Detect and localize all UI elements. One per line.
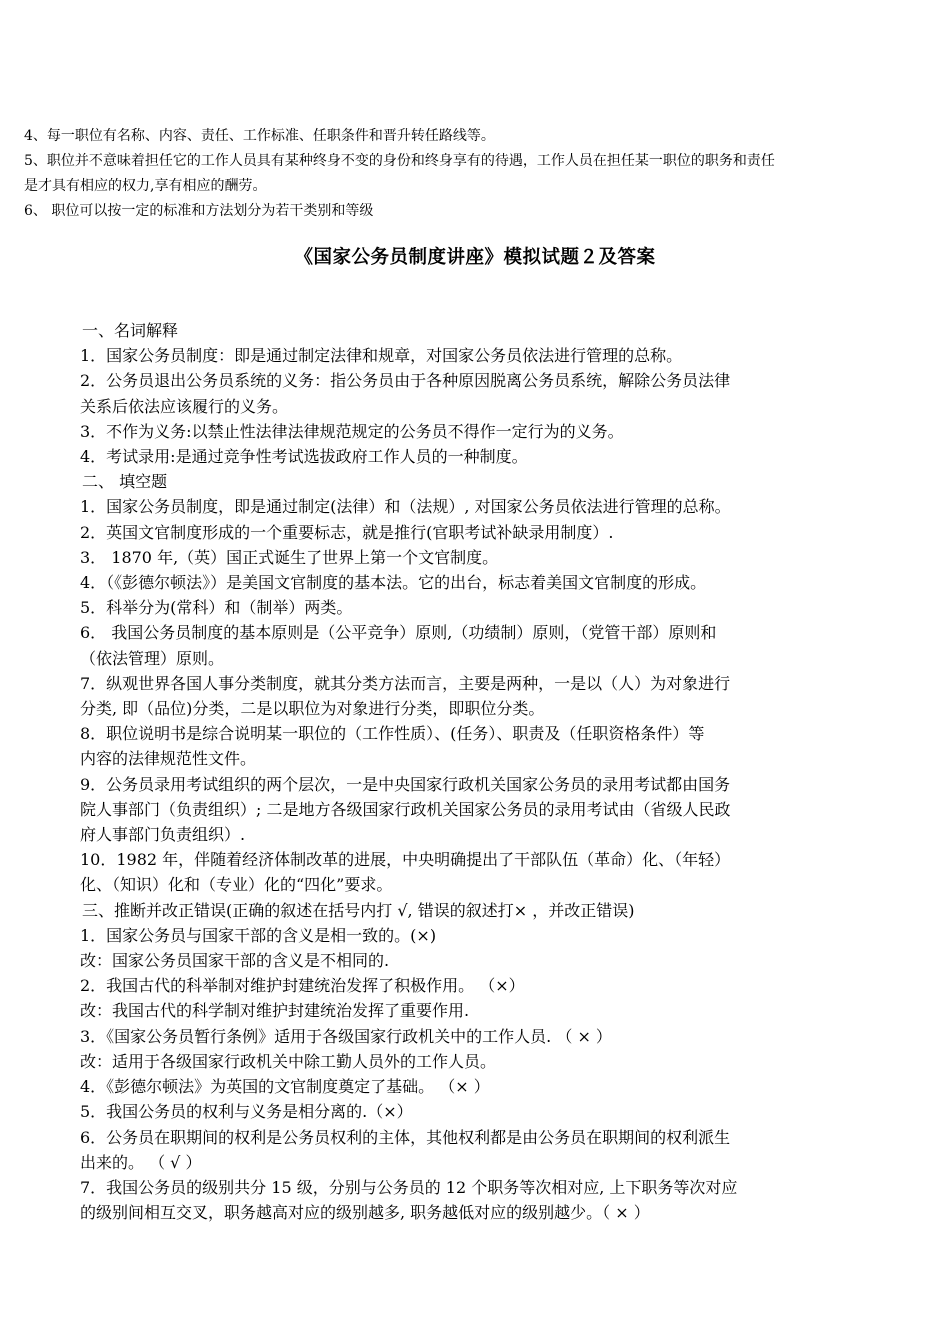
text-line: 2．我国古代的科举制对维护封建统治发挥了积极作用。 （×） [80, 976, 525, 996]
exam-content [80, 318, 870, 1225]
text-line: 6． 我国公务员制度的基本原则是（公平竞争）原则,（功绩制）原则，（党管干部）原则和 [80, 623, 717, 643]
intro-line: 6、 职位可以按一定的标准和方法划分为若干类别和等级 [24, 203, 374, 219]
text-line: 6．公务员在职期间的权利是公务员权利的主体，其他权利都是由公务员在职期间的权利派生 [80, 1127, 731, 1147]
text-line: 出来的。 （ √ ） [80, 1152, 202, 1172]
section-heading: 二、 填空题 [82, 472, 168, 492]
text-line: 改：国家公务员国家干部的含义是不相同的. [80, 951, 390, 971]
text-line: 10．1982 年，伴随着经济体制改革的进展，中央明确提出了干部队伍（革命）化、（年轻） [80, 850, 731, 870]
text-line: 2．公务员退出公务员系统的义务：指公务员由于各种原因脱离公务员系统，解除公务员法律 [80, 371, 731, 391]
text-line: 改：我国古代的科学制对维护封建统治发挥了重要作用. [80, 1001, 470, 1021]
text-line: 4．考试录用:是通过竞争性考试选拔政府工作人员的一种制度。 [80, 447, 528, 467]
intro-line: 是才具有相应的权力,享有相应的酬劳。 [24, 178, 267, 194]
text-line: 院人事部门（负责组织）; 二是地方各级国家行政机关国家公务员的录用考试由（省级人民政 [80, 799, 731, 819]
text-line: 7．我国公务员的级别共分 15 级，分别与公务员的 12 个职务等次相对应, 上下职务等次对应 [80, 1177, 738, 1197]
text-line: 关系后依法应该履行的义务。 [80, 396, 289, 416]
text-line: 5．科举分为(常科）和（制举）两类。 [80, 598, 353, 618]
text-line: 府人事部门负责组织）. [80, 825, 246, 845]
text-line: 3．《国家公务员暂行条例》适用于各级国家行政机关中的工作人员. （ × ） [80, 1026, 612, 1046]
text-line: 3． 1870 年,（英）国正式诞生了世界上第一个文官制度。 [80, 547, 499, 567]
text-line: 1．国家公务员制度：即是通过制定法律和规章，对国家公务员依法进行管理的总称。 [80, 346, 683, 366]
document-title: 《国家公务员制度讲座》模拟试题２及答案 [294, 247, 656, 268]
text-line: 4．《彭德尔顿法》为英国的文官制度奠定了基础。 （× ） [80, 1077, 490, 1097]
intro-line: 5、职位并不意味着担任它的工作人员具有某种终身不变的身份和终身享有的待遇，工作人员在担任某一职位的职务和责任 [24, 153, 775, 169]
text-line: 改：适用于各级国家行政机关中除工勤人员外的工作人员。 [80, 1051, 497, 1071]
text-line: 1．国家公务员与国家干部的含义是相一致的。(×) [80, 925, 437, 945]
section-heading: 三、推断并改正错误(正确的叙述在括号内打 √, 错误的叙述打× ，并改正错误) [82, 900, 635, 920]
text-line: 9．公务员录用考试组织的两个层次，一是中央国家行政机关国家公务员的录用考试都由国务 [80, 774, 731, 794]
text-line: 化、（知识）化和（专业）化的“四化”要求。 [80, 875, 393, 895]
text-line: 的级别间相互交叉，职务越高对应的级别越多, 职务越低对应的级别越少。（ × ） [80, 1203, 650, 1223]
text-line: 5．我国公务员的权利与义务是相分离的.（×） [80, 1102, 413, 1122]
text-line: 2．英国文官制度形成的一个重要标志，就是推行(官职考试补缺录用制度）. [80, 522, 614, 542]
text-line: 内容的法律规范性文件。 [80, 749, 257, 769]
intro-block [24, 124, 930, 224]
section-heading: 一、名词解释 [82, 321, 179, 340]
intro-line: 4、每一职位有名称、内容、责任、工作标准、任职条件和晋升转任路线等。 [24, 128, 495, 144]
text-line: 4．（《彭德尔顿法》）是美国文官制度的基本法。它的出台，标志着美国文官制度的形成。 [80, 573, 707, 593]
text-line: 分类, 即（品位)分类，二是以职位为对象进行分类，即职位分类。 [80, 699, 545, 719]
text-line: 7．纵观世界各国人事分类制度，就其分类方法而言，主要是两种，一是以（人）为对象进行 [80, 673, 731, 693]
text-line: 1．国家公务员制度，即是通过制定(法律）和（法规）, 对国家公务员依法进行管理的总称。 [80, 497, 731, 517]
text-line: （依法管理）原则。 [80, 648, 225, 668]
text-line: 8．职位说明书是综合说明某一职位的（工作性质）、(任务）、职责及（任职资格条件）等 [80, 724, 705, 744]
text-line: 3．不作为义务:以禁止性法律法律规范规定的公务员不得作一定行为的义务。 [80, 421, 624, 441]
